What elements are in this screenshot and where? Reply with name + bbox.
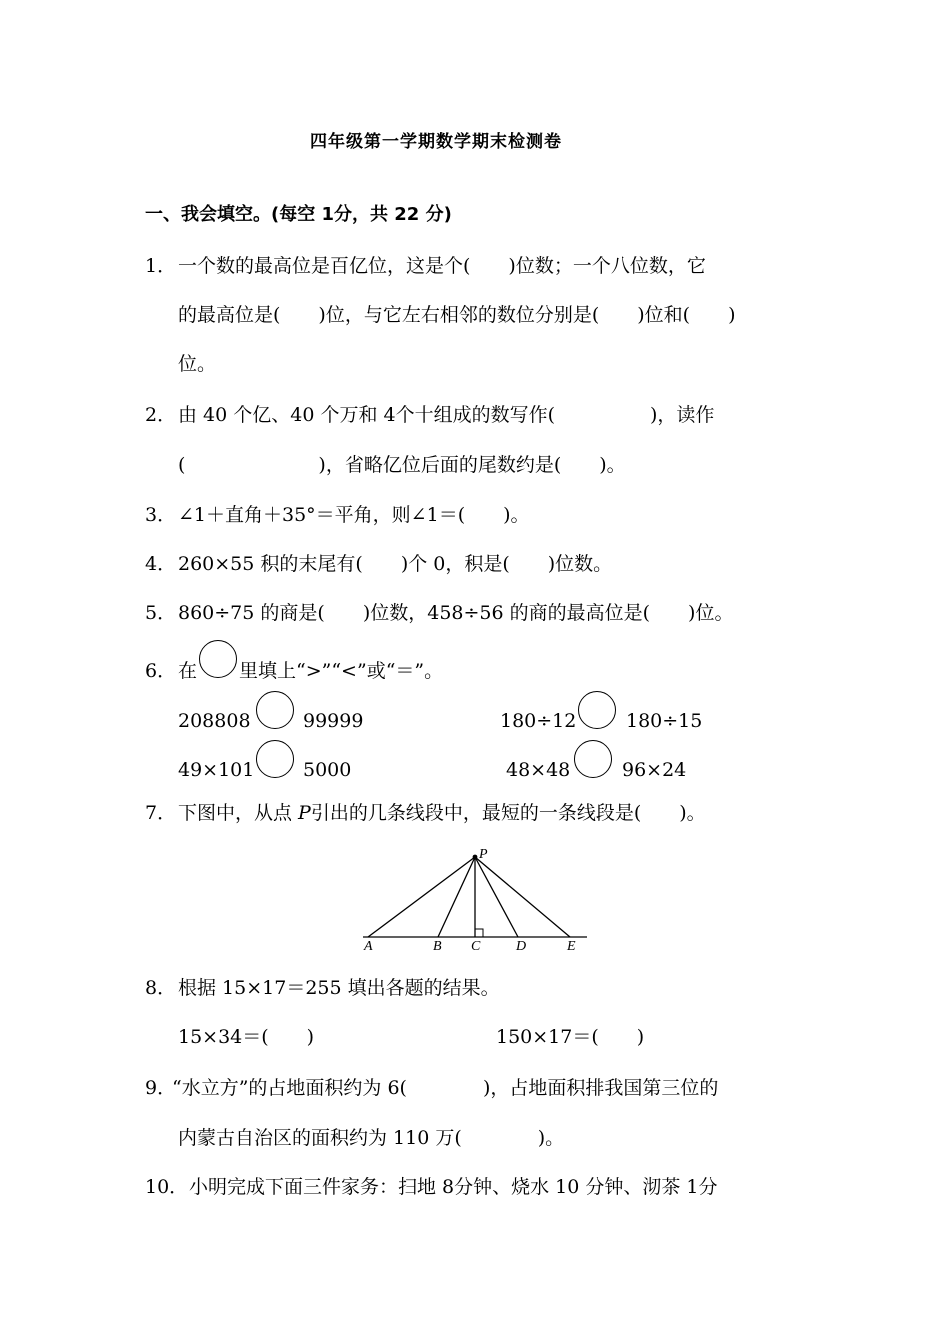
segment-pe — [475, 857, 570, 937]
question-2-line-1: 由 40 个亿、40 个万和 4个十组成的数写作( )，读作 — [178, 404, 715, 426]
question-6-suffix: 里填上“>”“<”或“＝”。 — [239, 660, 444, 682]
point-label: P — [298, 802, 311, 824]
compare-left: 208808 — [178, 710, 251, 732]
question-8-left: 15×34＝( ) — [178, 1026, 315, 1048]
geometry-figure — [355, 840, 595, 955]
question-7-text — [178, 801, 706, 825]
section-heading: 一、我会填空。(每空 1分，共 22 分) — [145, 204, 452, 225]
question-number: 5． — [145, 602, 177, 624]
compare-answer-circle[interactable] — [256, 691, 294, 729]
segment-pa — [368, 857, 475, 937]
compare-right: 5000 — [303, 759, 352, 781]
segment-pb — [438, 857, 475, 937]
label-d: D — [516, 939, 527, 954]
question-7-text-b: 引出的几条线段中，最短的一条线段是( )。 — [310, 802, 706, 824]
question-number: 1． — [145, 255, 177, 277]
compare-left: 180÷12 — [500, 710, 577, 732]
question-7-text-a: 下图中，从点 — [178, 802, 299, 824]
question-number: 8． — [145, 977, 177, 999]
question-number: 9． — [145, 1077, 177, 1099]
question-number: 3． — [145, 504, 177, 526]
question-number: 4． — [145, 553, 177, 575]
label-c: C — [471, 939, 481, 954]
question-8-text: 根据 15×17＝255 填出各题的结果。 — [178, 977, 500, 999]
label-e: E — [567, 939, 576, 954]
compare-answer-circle[interactable] — [578, 691, 616, 729]
compare-left: 48×48 — [506, 759, 571, 781]
compare-right: 99999 — [303, 710, 364, 732]
question-3-text: ∠1＋直角＋35°＝平角，则∠1＝( )。 — [178, 504, 530, 526]
compare-answer-circle[interactable] — [256, 740, 294, 778]
question-number: 7． — [145, 802, 177, 824]
label-a: A — [364, 939, 373, 954]
label-p: P — [479, 847, 488, 862]
question-number: 10． — [145, 1176, 189, 1198]
label-b: B — [433, 939, 442, 954]
question-9-line-1: “水立方”的占地面积约为 6( )，占地面积排我国第三位的 — [172, 1077, 719, 1099]
question-number: 2． — [145, 404, 177, 426]
question-5-text: 860÷75 的商是( )位数，458÷56 的商的最高位是( )位。 — [178, 602, 734, 624]
compare-right: 180÷15 — [626, 710, 703, 732]
question-1-line-2: 的最高位是( )位，与它左右相邻的数位分别是( )位和( ) — [178, 304, 736, 326]
question-9-line-2: 内蒙古自治区的面积约为 110 万( )。 — [178, 1127, 565, 1149]
compare-circle-icon — [199, 640, 237, 678]
question-4-text: 260×55 积的末尾有( )个 0，积是( )位数。 — [178, 553, 613, 575]
question-8-right: 150×17＝( ) — [496, 1026, 645, 1048]
question-number: 6． — [145, 660, 177, 682]
question-1-line-1: 一个数的最高位是百亿位，这是个( )位数；一个八位数，它 — [178, 255, 706, 277]
compare-right: 96×24 — [622, 759, 687, 781]
compare-answer-circle[interactable] — [574, 740, 612, 778]
segment-pd — [475, 857, 518, 937]
question-10-line-1: 小明完成下面三件家务：扫地 8分钟、烧水 10 分钟、沏茶 1分 — [189, 1176, 718, 1198]
page-title: 四年级第一学期数学期末检测卷 — [310, 132, 562, 152]
question-1-line-3: 位。 — [178, 353, 217, 375]
point-p — [473, 855, 478, 860]
question-6-prefix: 在 — [178, 660, 198, 682]
right-angle-mark — [475, 929, 483, 937]
compare-left: 49×101 — [178, 759, 255, 781]
question-2-line-2: ( )，省略亿位后面的尾数约是( )。 — [178, 454, 626, 476]
